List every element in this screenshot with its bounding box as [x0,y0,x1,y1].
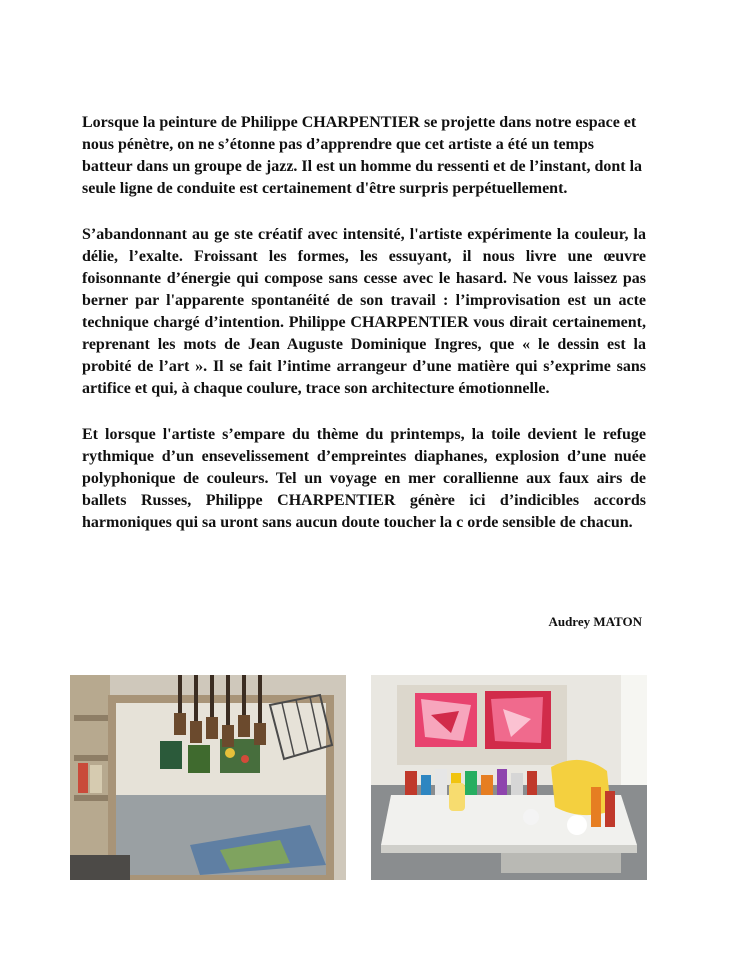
paragraph-1: Lorsque la peinture de Philippe CHARPENTIER se projette dans notre espace et nous pénètre, on ne s’étonne pas d’apprendre que cet artiste a été un temps batteur dans un groupe de jazz. Il est un homme du ressenti et de l’instant, dont la seule ligne de conduite est certainement d'être surpris perpétuellement. [82,114,643,197]
studio-mirror-brushes-photo [70,675,346,880]
studio-paintings-photo-graphic [371,675,647,880]
article-body [82,112,646,558]
studio-mirror-photo-graphic [70,675,346,880]
studio-paintings-table-photo [371,675,647,880]
paragraph-2: S’abandonnant au ge ste créatif avec intensité, l'artiste expérimente la couleur, la délie, l’exalte. Froissant les formes, les essuyant, il nous livre une œuvre foisonnante d’énergie qui compose sans cesse avec le hasard. Ne vous laissez pas berner par l'apparente spontanéité de son travail : l’improvisation est un acte technique chargé d’intention. Philippe CHARPENTIER vous dirait certainement, reprenant les mots de Jean Auguste Dominique Ingres, que « le dessin est la probité de l’art ». Il se fait l’intime arrangeur d’une matière qui s’exprime sans artifice et qui, à chaque coulure, trace son architecture émotionnelle. [82,226,646,397]
author-signature: Audrey MATON [548,614,642,629]
paragraph-3: Et lorsque l'artiste s’empare du thème du printemps, la toile devient le refuge rythmique d’un ensevelissement d’empreintes diaphanes, explosion d’une nuée polyphonique de couleurs. Tel un voyage en mer corallienne aux faux airs de ballets Russes, Philippe CHARPENTIER génère ici d’indicibles accords harmoniques qui sa uront sans aucun doute toucher la c orde sensible de chacun. [82,426,646,531]
